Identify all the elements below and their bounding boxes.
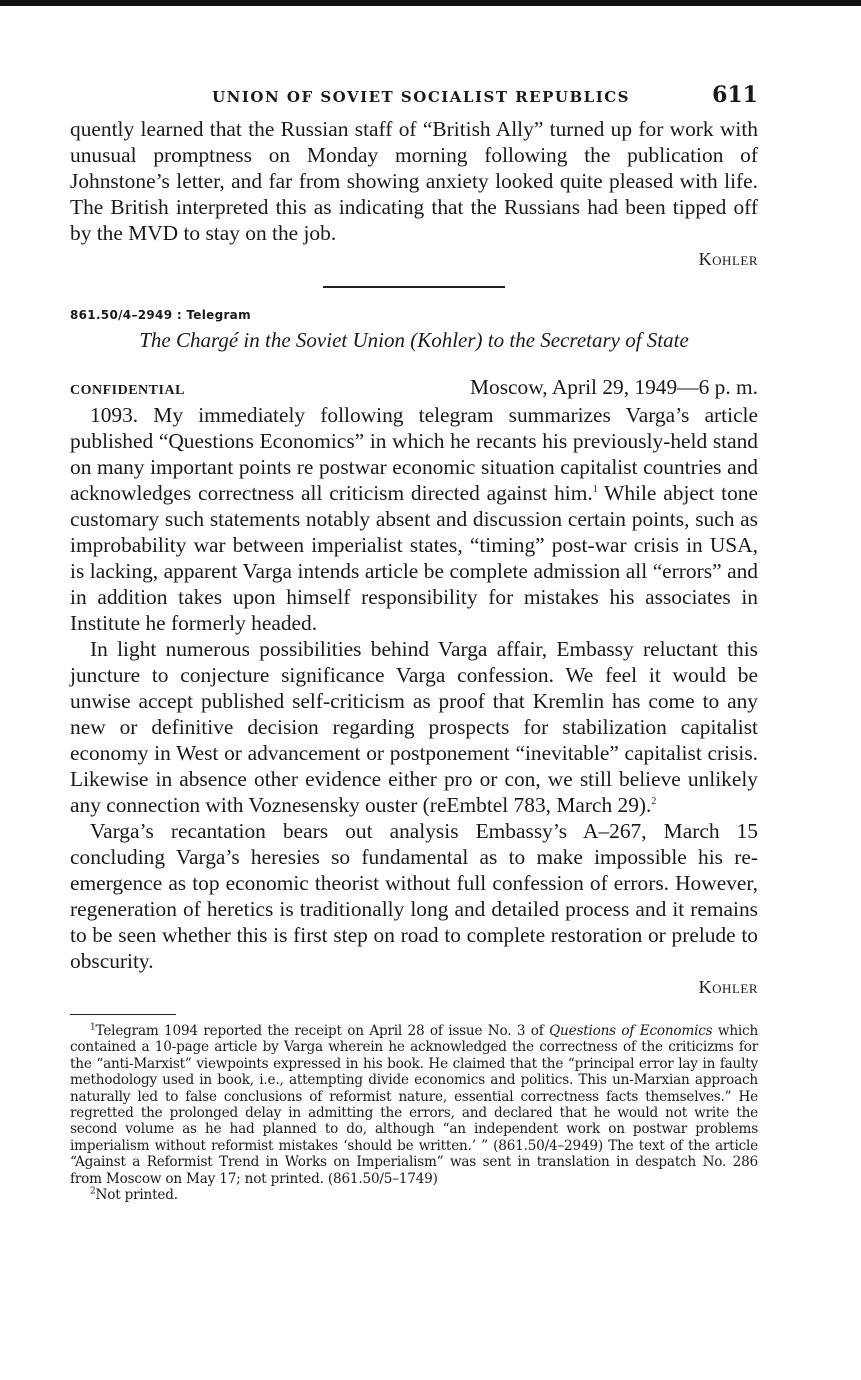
telegram-paragraph-3: Varga’s recantation bears out analysis Embassy’s A–267, March 15 concluding Varga’s heresies so fundamental as to make impossible his re-emergence as top economic theorist without full confession of errors. However, regeneration of heretics is traditionally long and detailed process and it remains to be seen whether this is first step on road to complete restoration or prelude to obscurity. [70,819,758,973]
footnote-2-mark: 2 [90,1186,96,1197]
document-separator [323,286,505,288]
footnote-1 [70,1023,758,1187]
footnote-1-italic-title: Questions of Economics [549,1023,713,1039]
footnote-rule [70,1014,176,1015]
continuation-signature: Kohler [698,249,758,269]
file-reference: 861.50/4–2949 : Telegram [70,308,251,322]
footnote-ref-2[interactable]: 2 [651,795,657,807]
dateline [70,375,758,400]
continuation-paragraph: quently learned that the Russian staff of “British Ally” turned up for work with unusual promptness on Monday morning following the publication of Johnstone’s letter, and far from showing anxiety looked quite pleased with life. The British interpreted this as indicating that the Russians had been tipped off by the MVD to stay on the job. [70,117,758,245]
running-head [70,82,758,116]
page-number: 611 [712,82,758,108]
running-head-title: UNION OF SOVIET SOCIALIST REPUBLICS [212,88,630,106]
telegram-paragraph-1 [70,402,758,636]
document-heading: The Chargé in the Soviet Union (Kohler) to the Secretary of State [139,328,689,352]
footnote-1-text-a: Telegram 1094 reported the receipt on April 28 of issue No. 3 of [95,1023,550,1039]
place-and-date: Moscow, April 29, 1949—6 p. m. [470,375,758,399]
footnote-ref-1[interactable]: 1 [592,483,598,495]
classification-label: CONFIDENTIAL [70,383,185,398]
paragraph-1-text-a: 1093. My immediately following telegram summarizes Varga’s article published “Questions Economics” in which he recants his previously-held stand on many important points re postwar economic situation capitalist countries and acknowledges correctness all criticism directed against him. [70,403,758,505]
document-page [70,82,758,1203]
footnote-2 [70,1187,758,1203]
footnote-1-mark: 1 [90,1022,96,1033]
telegram-signature: Kohler [698,977,758,997]
footnote-1-text-b: which contained a 10-page article by Varga wherein he acknowledged the correctness of the criticizms for the “anti-Marxist” viewpoints expressed in his book. He claimed that the “principal error lay in faulty methodology used in book, i.e., attempting divide economics and politics. This un-Marxian approach naturally led to false conclusions of reformist nature, essential correctness facts themselves.” He regretted the prolonged delay in admitting the errors, and declared that he would not write the second volume as he had planned to do, although “an independent work on postwar problems imperialism without reformist mistakes ‘should be written.’ ” (861.50/4–2949) The text of the article “Against a Reformist Trend in Works on Imperialism” was sent in translation in despatch No. 286 from Moscow on May 17; not printed. (861.50/5–1749) [70,1023,759,1187]
page-top-border [0,0,861,6]
telegram-paragraph-2 [70,636,758,818]
footnote-2-text: Not printed. [95,1187,178,1204]
paragraph-1-text-b: While abject tone customary such statements notably absent and discussion certain points, such as improbability war between imperialist states, “timing” post-war crisis in USA, is lacking, apparent Varga intends article be complete admission all “errors” and in addition takes upon himself responsibility for mistakes his associates in Institute he formerly headed. [70,481,758,635]
paragraph-2-text: In light numerous possibilities behind Varga affair, Embassy reluctant this juncture to conjecture significance Varga confession. We feel it would be unwise accept published self-criticism as proof that Kremlin has come to any new or definitive decision regarding prospects for stabilization capitalist economy in West or advancement or postponement “inevitable” capitalist crisis. Likewise in absence other evidence either pro or con, we still believe unlikely any connection with Voznesensky ouster (reEmbtel 783, March 29). [70,637,758,817]
